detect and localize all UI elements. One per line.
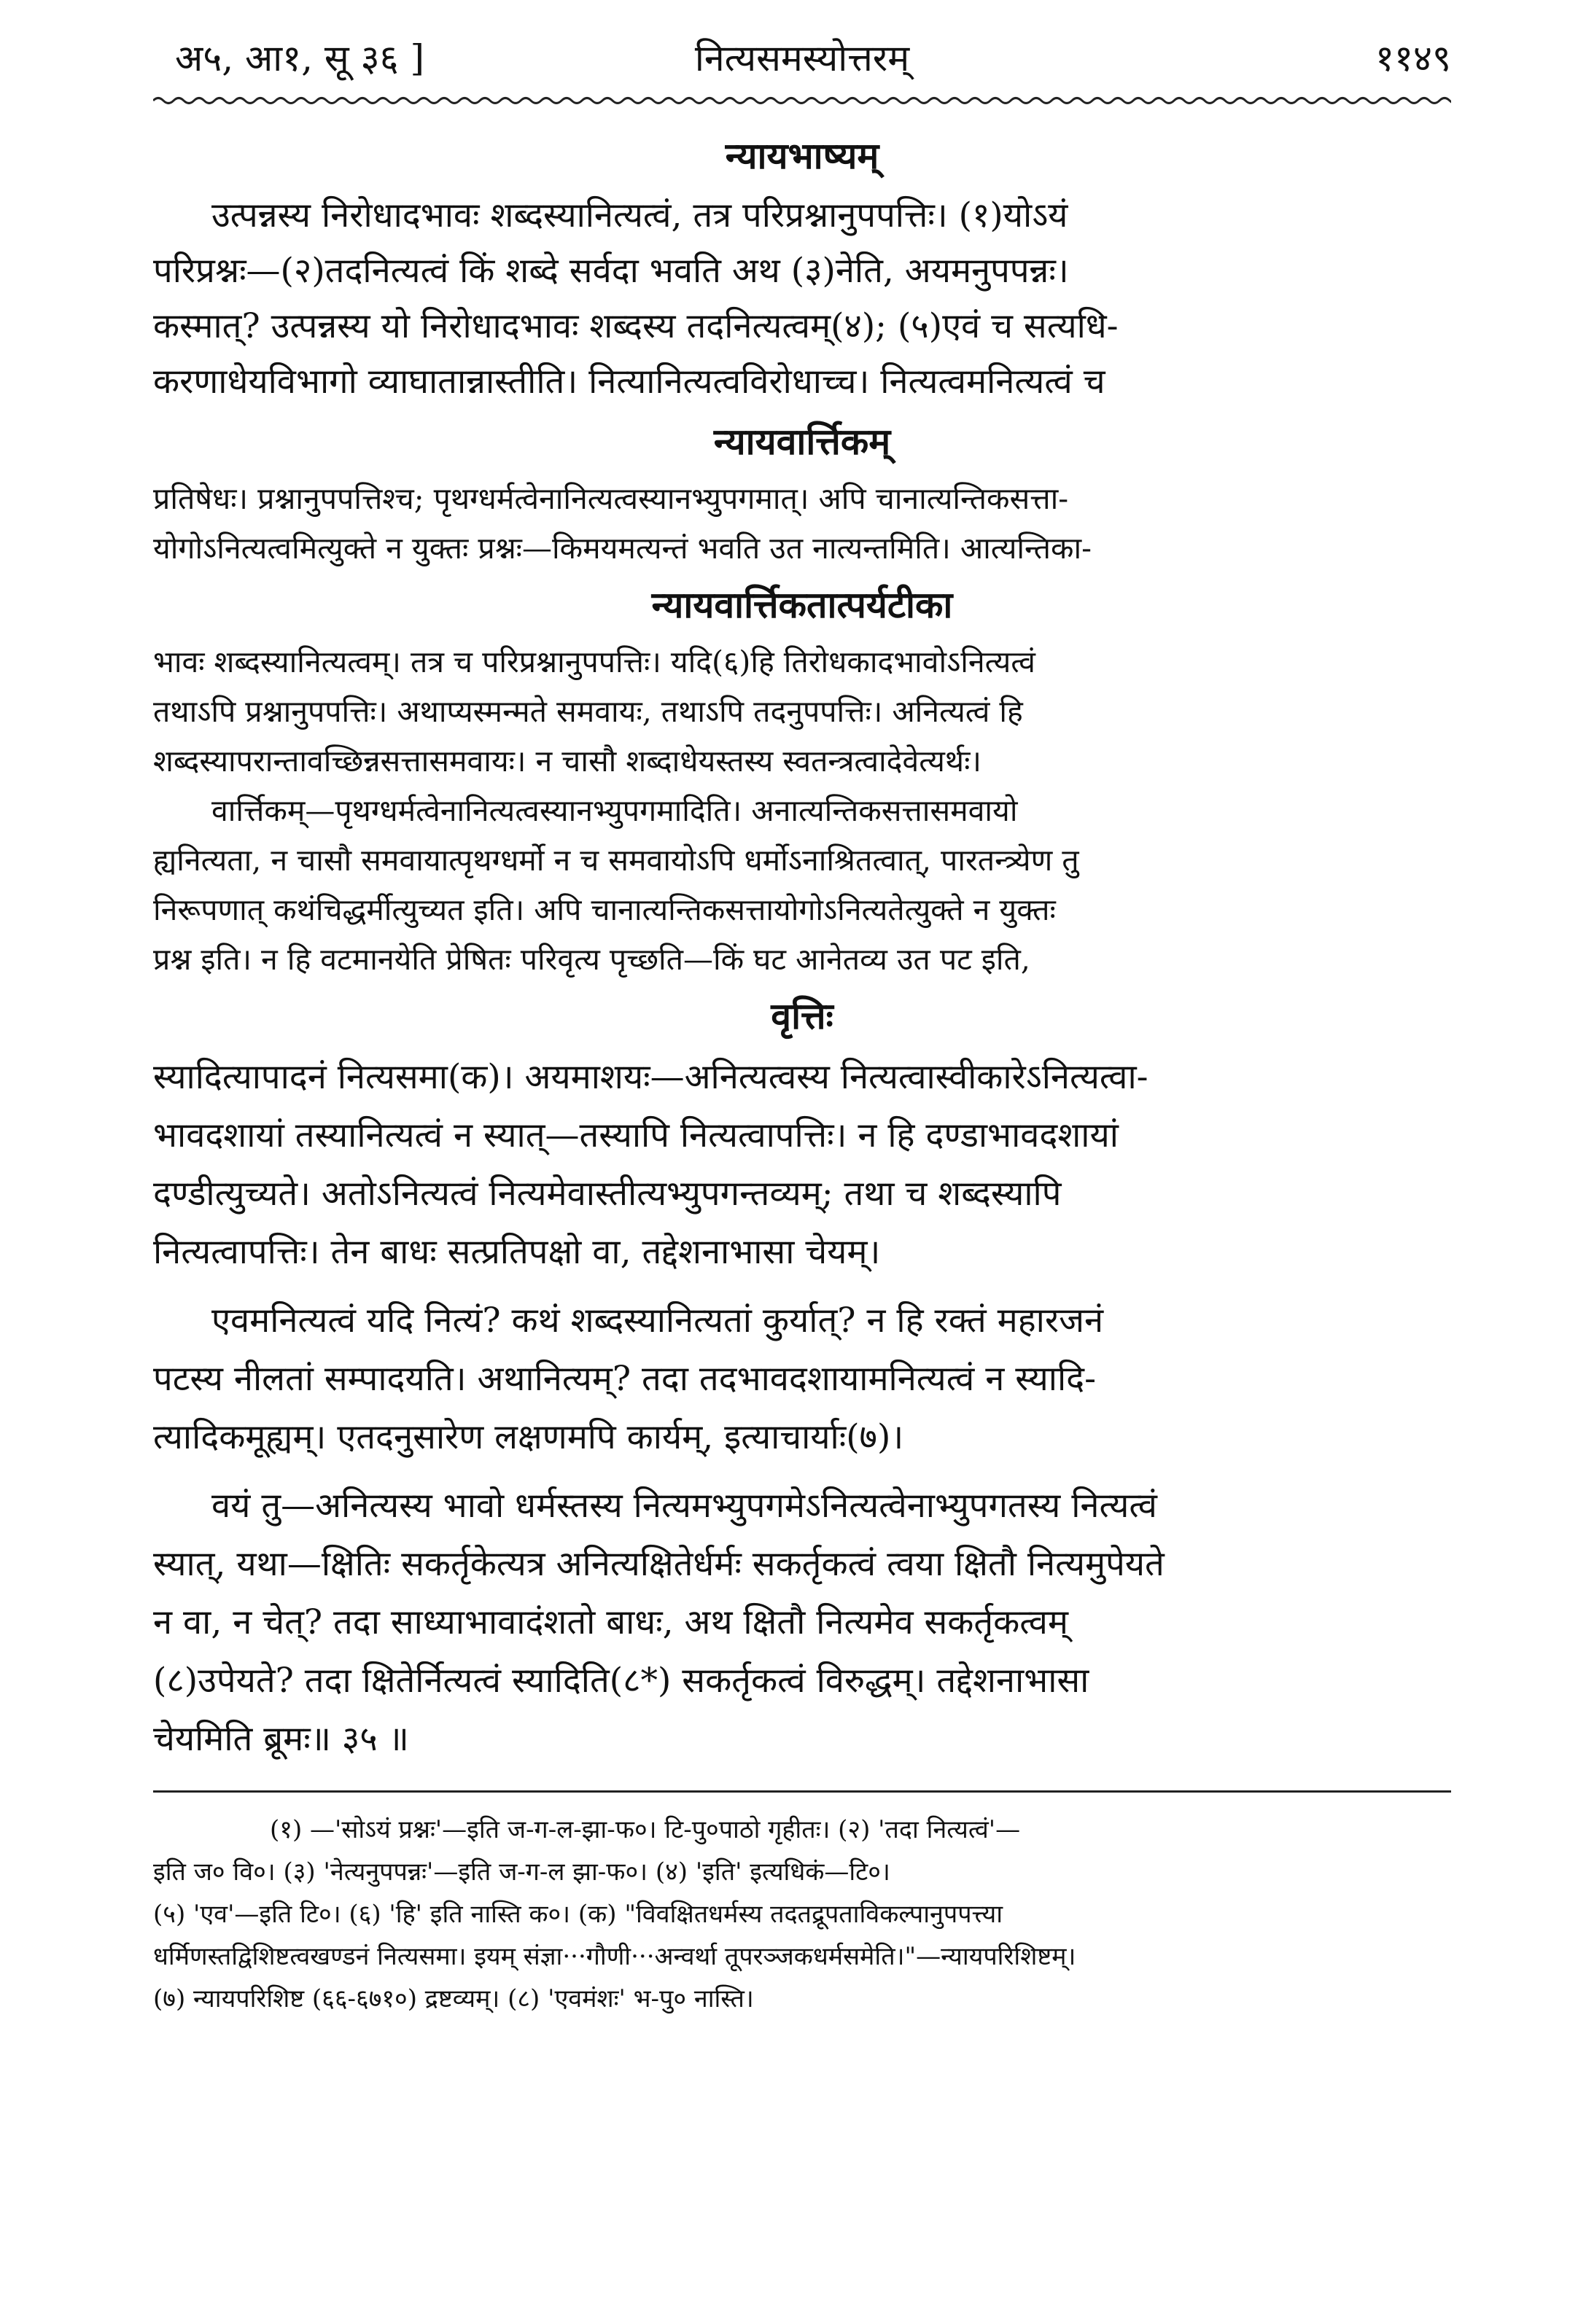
vritti-paragraph-2 xyxy=(153,1292,1451,1467)
tika-line: शब्दस्यापरान्तावच्छिन्नसत्तासमवायः। न चासौ शब्दाधेयस्तस्य स्वतन्त्रत्वादेवेत्यर्थः। xyxy=(153,744,981,779)
bhashya-line: कस्मात्? उत्पन्नस्य यो निरोधादभावः शब्दस्य तदनित्यत्वम्(४); (५)एवं च सत्यधि- xyxy=(153,306,1119,346)
footnote-line: (५) 'एव'—इति टि०। (६) 'हि' इति नास्ति क०। (क) "विवक्षितधर्मस्य तदतद्रूपताविकल्पानुपपत्त्या xyxy=(153,1900,1003,1929)
vritti-line: दण्डीत्युच्यते। अतोऽनित्यत्वं नित्यमेवास्तीत्यभ्युपगन्तव्यम्; तथा च शब्दस्यापि xyxy=(153,1174,1062,1214)
vritti-line: न वा, न चेत्? तदा साध्याभावादंशतो बाधः, अथ क्षितौ नित्यमेव सकर्तृकत्वम् xyxy=(153,1602,1068,1642)
vritti-line: एवमनित्यत्वं यदि नित्यं? कथं शब्दस्यानित्यतां कुर्यात्? न हि रक्तं महारजनं xyxy=(211,1301,1104,1341)
tika-line: तथाऽपि प्रश्नानुपपत्तिः। अथाप्यस्मन्मते समवायः, तथाऽपि तदनुपपत्तिः। अनित्यत्वं हि xyxy=(153,694,1023,729)
section-title-vartika: न्यायवार्त्तिकम् xyxy=(713,420,891,463)
bhashya-text xyxy=(153,188,1451,410)
section-title-bhashya: न्यायभाष्यम् xyxy=(725,134,879,177)
vritti-line: त्यादिकमूह्यम्। एतदनुसारेण लक्षणमपि कार्यम्, इत्याचार्याः(७)। xyxy=(153,1417,904,1457)
tika-text xyxy=(153,637,1451,984)
footnote-line: (१) —'सोऽयं प्रश्नः'—इति ज-ग-ल-झा-फ०। टि-पु०पाठो गृहीतः। (२) 'तदा नित्यत्वं'— xyxy=(270,1815,1021,1844)
vritti-paragraph-3 xyxy=(153,1477,1451,1769)
bhashya-line: करणाधेयविभागो व्याघातान्नास्तीति। नित्यानित्यत्वविरोधाच्च। नित्यत्वमनित्यत्वं च xyxy=(153,362,1105,402)
vartika-text xyxy=(153,474,1451,573)
footnote-line: धर्मिणस्तद्विशिष्टत्वखण्डनं नित्यसमा। इयम् संज्ञा···गौणी···अन्वर्था तूपरञ्जकधर्मसमेति।"—न्यायपरिशिष्टम्। xyxy=(153,1942,1076,1971)
page-number: ११४९ xyxy=(1375,37,1451,79)
tika-line: निरूपणात् कथंचिद्धर्मीत्युच्यत इति। अपि चानात्यन्तिकसत्तायोगोऽनित्यतेत्युक्ते न युक्तः xyxy=(153,892,1056,927)
tika-line: वार्त्तिकम्—पृथग्धर्मत्वेनानित्यत्वस्यानभ्युपगमादिति। अनात्यन्तिकसत्तासमवायो xyxy=(211,793,1018,828)
vritti-line: चेयमिति ब्रूमः॥ ३५ ॥ xyxy=(153,1719,409,1759)
vritti-line: (८)उपेयते? तदा क्षितेर्नित्यत्वं स्यादिति(८*) सकर्तृकत्वं विरुद्धम्। तद्देशनाभासा xyxy=(153,1661,1089,1701)
section-title-vritti: वृत्तिः xyxy=(771,994,833,1037)
page-header xyxy=(153,22,1451,95)
tika-line: ह्यनित्यता, न चासौ समवायात्पृथग्धर्मो न च समवायोऽपि धर्मोऽनाश्रितत्वात्, पारतन्त्र्येण तु xyxy=(153,843,1079,878)
bhashya-line: परिप्रश्नः—(२)तदनित्यत्वं किं शब्दे सर्वदा भवति अथ (३)नेति, अयमनुपपन्नः। xyxy=(153,251,1069,291)
vritti-line: पटस्य नीलतां सम्पादयति। अथानित्यम्? तदा तदभावदशायामनित्यत्वं न स्यादि- xyxy=(153,1359,1096,1399)
vritti-paragraph-1 xyxy=(153,1048,1451,1282)
vritti-line: भावदशायां तस्यानित्यत्वं न स्यात्—तस्यापि नित्यत्वापत्तिः। न हि दण्डाभावदशायां xyxy=(153,1115,1119,1155)
footnote-divider xyxy=(153,1790,1451,1793)
vritti-line: नित्यत्वापत्तिः। तेन बाधः सत्प्रतिपक्षो वा, तद्देशनाभासा चेयम्। xyxy=(153,1232,881,1272)
page xyxy=(153,22,1451,2296)
vartika-line: योगोऽनित्यत्वमित्युक्ते न युक्तः प्रश्नः—किमयमत्यन्तं भवति उत नात्यन्तमिति। आत्यन्तिका- xyxy=(153,531,1092,566)
vritti-line: स्यादित्यापादनं नित्यसमा(क)। अयमाशयः—अनित्यत्वस्य नित्यत्वास्वीकारेऽनित्यत्वा- xyxy=(153,1057,1148,1097)
footnotes xyxy=(153,1809,1451,2020)
bhashya-line: उत्पन्नस्य निरोधादभावः शब्दस्यानित्यत्वं, तत्र परिप्रश्नानुपपत्तिः। (१)योऽयं xyxy=(211,195,1068,235)
header-reference: अ५, आ१, सू ३६ ] xyxy=(175,37,424,79)
header-title: नित्यसमस्योत्तरम् xyxy=(694,37,910,79)
vritti-line: वयं तु—अनित्यस्य भावो धर्मस्तस्य नित्यमभ्युपगमेऽनित्यत्वेनाभ्युपगतस्य नित्यत्वं xyxy=(211,1486,1157,1526)
vritti-line: स्यात्, यथा—क्षितिः सकर्तृकेत्यत्र अनित्यक्षितेर्धर्मः सकर्तृकत्वं त्वया क्षितौ नित्यमुपेयते xyxy=(153,1544,1165,1584)
section-title-tika: न्यायवार्त्तिकतात्पर्यटीका xyxy=(651,583,953,626)
header-wavy-divider xyxy=(153,95,1451,106)
footnote-line: इति ज० वि०। (३) 'नेत्यनुपपन्नः'—इति ज-ग-ल झा-फ०। (४) 'इति' इत्यधिकं—टि०। xyxy=(153,1857,890,1887)
wavy-line xyxy=(153,95,1451,106)
footnote-line: (७) न्यायपरिशिष्ट (६६-६७१०) द्रष्टव्यम्। (८) 'एवमंशः' भ-पु० नास्ति। xyxy=(153,1984,754,2013)
tika-line: भावः शब्दस्यानित्यत्वम्। तत्र च परिप्रश्नानुपपत्तिः। यदि(६)हि तिरोधकादभावोऽनित्यत्वं xyxy=(153,644,1035,679)
tika-line: प्रश्न इति। न हि वटमानयेति प्रेषितः परिवृत्य पृच्छति—किं घट आनेतव्य उत पट इति, xyxy=(153,942,1030,977)
vartika-line: प्रतिषेधः। प्रश्नानुपपत्तिश्च; पृथग्धर्मत्वेनानित्यत्वस्यानभ्युपगमात्। अपि चानात्यन्तिकसत्ता- xyxy=(153,481,1069,516)
